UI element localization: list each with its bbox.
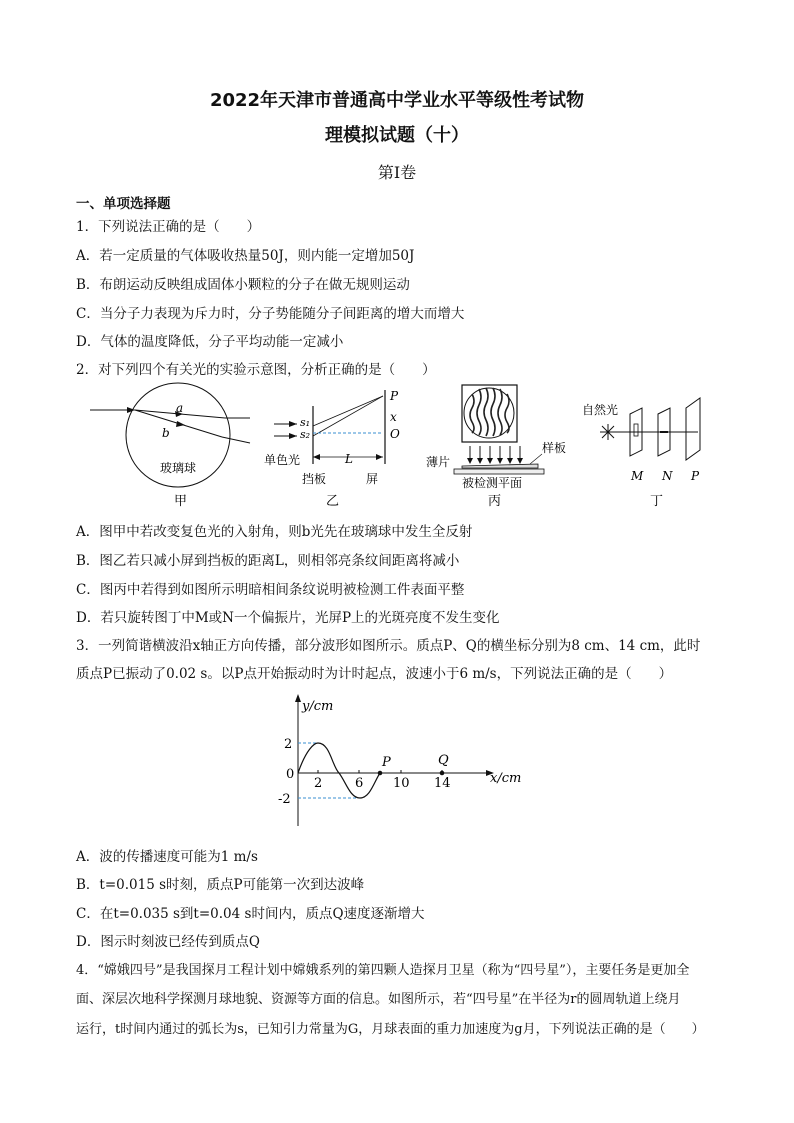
graph-point-Q: Q <box>438 753 449 768</box>
fig-yi-x: x <box>390 410 397 424</box>
graph-ytick-neg2: -2 <box>278 792 291 807</box>
fig-bing-plane: 被检测平面 <box>462 476 523 490</box>
q3-option-b: B．t=0.015 s时刻，质点P可能第一次到达波峰 <box>76 877 365 893</box>
fig-yi-baffle: 挡板 <box>302 472 327 486</box>
q1-stem: 1．下列说法正确的是（ ） <box>76 219 261 235</box>
graph-xlabel: x/cm <box>490 771 522 786</box>
graph-ytick-0: 0 <box>286 767 295 782</box>
exam-title-line1: 2022年天津市普通高中学业水平等级性考试物 <box>209 90 585 111</box>
q2-option-b: B．图乙若只减小屏到挡板的距离L，则相邻亮条纹间距离将减小 <box>76 553 460 569</box>
fig-yi-P: P <box>390 389 399 403</box>
exam-title-line2: 理模拟试题（十） <box>325 125 469 146</box>
graph-ylabel: y/cm <box>302 699 334 714</box>
q2-option-d: D．若只旋转图丁中M或N一个偏振片，光屏P上的光斑亮度不发生变化 <box>76 610 500 626</box>
q1-option-b: B．布朗运动反映组成固体小颗粒的分子在做无规则运动 <box>76 277 410 293</box>
fig-ding-N: N <box>662 469 673 483</box>
figure-bing <box>426 385 566 509</box>
q4-line3: 运行，t时间内通过的弧长为s，已知引力常量为G，月球表面的重力加速度为g月，下列说法正确的是（ ） <box>76 1022 705 1037</box>
fig-yi-caption: 乙 <box>326 494 340 509</box>
q1-option-c: C．当分子力表现为斥力时，分子势能随分子间距离的增大而增大 <box>76 306 465 322</box>
fig-yi-screen: 屏 <box>366 472 379 486</box>
q3-option-a: A．波的传播速度可能为1 m/s <box>76 849 258 865</box>
q3-option-c: C．在t=0.035 s到t=0.04 s时间内，质点Q速度逐渐增大 <box>76 906 425 922</box>
q4-line1: 4．“嫦娥四号”是我国探月工程计划中嫦娥系列的第四颗人造探月卫星（称为“四号星”），主要任务是更加全 <box>76 963 690 978</box>
q3-stem-line1: 3．一列简谐横波沿x轴正方向传播，部分波形如图所示。质点P、Q的横坐标分别为8 cm、14 cm，此时 <box>76 638 701 654</box>
q2-option-c: C．图丙中若得到如图所示明暗相间条纹说明被检测工件表面平整 <box>76 582 465 598</box>
figure-jia <box>90 383 250 509</box>
q2-figures <box>90 380 730 515</box>
fig-ding-natural-light: 自然光 <box>582 403 619 417</box>
fig-yi-light: 单色光 <box>264 453 301 467</box>
fig-yi-O: O <box>390 427 400 441</box>
graph-xtick-2: 2 <box>314 776 323 791</box>
figure-yi <box>264 389 400 509</box>
fig-jia-label-a: a <box>176 401 184 415</box>
fig-yi-s1: s₁ <box>300 416 311 429</box>
fig-jia-caption: 甲 <box>174 494 188 509</box>
section-heading: 一、单项选择题 <box>76 196 171 212</box>
q3-stem-line2: 质点P已振动了0.02 s。以P点开始振动时为计时起点，波速小于6 m/s，下列说法正确的是（ ） <box>76 666 673 682</box>
q3-wave-graph <box>270 690 530 835</box>
fig-yi-L: L <box>345 452 353 466</box>
figure-ding <box>582 398 700 509</box>
volume-label: 第Ⅰ卷 <box>377 163 417 182</box>
fig-bing-sheet: 薄片 <box>426 455 451 469</box>
graph-xtick-14: 14 <box>434 776 451 791</box>
q2-option-a: A．图甲中若改变复色光的入射角，则b光先在玻璃球中发生全反射 <box>76 524 473 540</box>
fig-bing-caption: 丙 <box>488 494 502 509</box>
fig-ding-caption: 丁 <box>650 494 664 509</box>
fig-ding-P: P <box>691 469 700 483</box>
graph-ytick-2: 2 <box>284 737 293 752</box>
fig-jia-ball-label: 玻璃球 <box>160 461 197 475</box>
fig-ding-M: M <box>631 469 644 483</box>
q3-option-d: D．图示时刻波已经传到质点Q <box>76 934 260 950</box>
q4-line2: 面、深层次地科学探测月球地貌、资源等方面的信息。如图所示，若“四号星”在半径为r的圆周轨道上绕月 <box>76 992 681 1007</box>
fig-jia-label-b: b <box>162 426 170 440</box>
graph-xtick-6: 6 <box>355 776 364 791</box>
q1-option-a: A．若一定质量的气体吸收热量50J，则内能一定增加50J <box>76 248 415 264</box>
graph-xtick-10: 10 <box>393 776 410 791</box>
fig-yi-s2: s₂ <box>300 428 311 441</box>
q1-option-d: D．气体的温度降低，分子平均动能一定减小 <box>76 334 344 350</box>
q2-stem: 2．对下列四个有关光的实验示意图，分析正确的是（ ） <box>76 362 436 378</box>
fig-bing-sample: 样板 <box>542 441 567 455</box>
graph-point-P: P <box>382 755 391 770</box>
